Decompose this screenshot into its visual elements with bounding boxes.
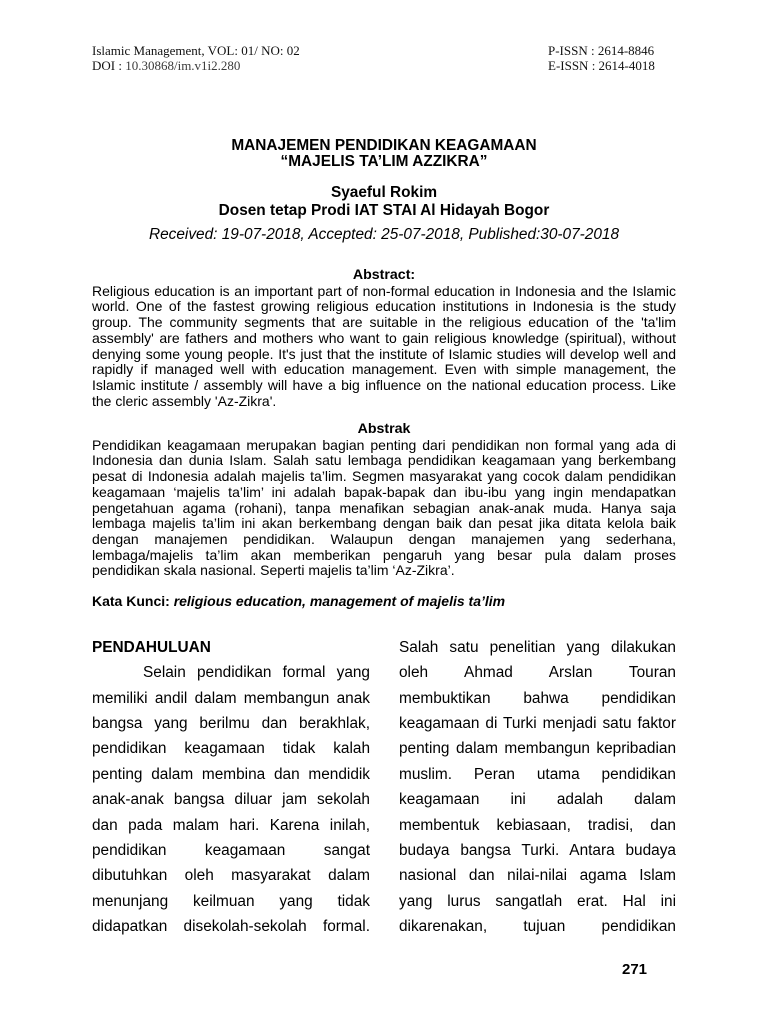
running-header-right xyxy=(548,43,655,73)
journal-issue: Islamic Management, VOL: 01/ NO: 02 xyxy=(92,43,300,58)
section-heading: PENDAHULUAN xyxy=(92,639,211,656)
left-column-line: didapatkan disekolah-sekolah formal. xyxy=(92,917,370,935)
print-issn: P-ISSN : 2614-8846 xyxy=(548,43,655,58)
left-column-line: penting dalam membina dan mendidik xyxy=(92,765,370,783)
running-header-left xyxy=(92,43,300,73)
abstract-english-line: Religious education is an important part of non-formal education in Indonesia and the Islamic xyxy=(92,282,676,299)
abstract-indonesian xyxy=(92,422,676,579)
body-right-column xyxy=(399,635,676,939)
abstract-indonesian-line: lembaga/majelis ta’lim akan memberikan pengaruh yang besar pula dalam proses xyxy=(92,546,676,563)
abstract-heading: Abstract: xyxy=(352,267,416,283)
paper-title xyxy=(0,138,768,170)
right-column-line: Salah satu penelitian yang dilakukan xyxy=(399,639,676,656)
abstract-indonesian-line: Pendidikan keagamaan merupakan bagian penting dari pendidikan non formal yang ada di xyxy=(92,436,676,453)
left-column-text xyxy=(92,660,370,939)
abstrak-heading: Abstrak xyxy=(357,421,411,437)
keywords xyxy=(92,593,505,609)
body-left-column xyxy=(92,635,370,939)
right-column-line: budaya bangsa Turki. Antara budaya xyxy=(399,841,676,859)
page-number: 271 xyxy=(622,961,648,978)
doi-label: DOI : xyxy=(92,58,122,73)
right-column-text xyxy=(399,635,676,939)
author-affiliation: Dosen tetap Prodi IAT STAI Al Hidayah Bogor xyxy=(218,202,550,219)
right-column-line: dikarenakan, tujuan pendidikan xyxy=(399,917,676,935)
left-column-line: pendidikan keagamaan sangat xyxy=(92,841,370,859)
electronic-issn: E-ISSN : 2614-4018 xyxy=(548,58,655,73)
publication-dates: Received: 19-07-2018, Accepted: 25-07-2018, Published:30-07-2018 xyxy=(148,226,620,243)
abstract-indonesian-line: pendidikan skala nasional. Seperti majelis ta’lim ‘Az-Zikra’. xyxy=(92,562,455,579)
right-column-line: membuktikan bahwa pendidikan xyxy=(399,689,676,707)
title-line-2: “MAJELIS TA’LIM AZZIKRA” xyxy=(280,153,488,170)
keywords-label: Kata Kunci: xyxy=(92,593,170,609)
doi-link[interactable]: 10.30868/im.v1i2.280 xyxy=(125,58,241,73)
left-column-line: dibutuhkan oleh masyarakat dalam xyxy=(92,867,370,885)
title-line-1: MANAJEMEN PENDIDIKAN KEAGAMAAN xyxy=(231,137,537,154)
abstract-indonesian-body xyxy=(92,438,676,579)
left-column-line: bangsa yang berilmu dan berakhlak, xyxy=(92,715,370,733)
abstract-indonesian-line: pesat di Indonesia adalah majelis ta’lim. Segmen masyarakat yang cocok dalam pendidikan xyxy=(92,468,676,485)
doi-line xyxy=(92,58,300,73)
left-column-line: Selain pendidikan formal yang xyxy=(143,664,370,682)
abstract-english-line: Islamic institute / assembly will have a big influence on the national education process. Like xyxy=(92,377,676,394)
right-column-line: keagamaan di Turki menjadi satu faktor xyxy=(399,715,676,733)
abstract-english-line: assembly' are fathers and mothers who want to gain religious knowledge (spiritual), without xyxy=(92,329,676,346)
author-block xyxy=(0,184,768,220)
right-column-line: nasional dan nilai-nilai agama Islam xyxy=(399,867,676,885)
right-column-line: muslim. Peran utama pendidikan xyxy=(399,765,676,783)
abstract-english-line: denying some young people. It's just that the institute of Islamic studies will develop well and xyxy=(92,345,676,362)
left-column-line: anak-anak bangsa diluar jam sekolah xyxy=(92,791,370,809)
right-column-line: yang lurus sangatlah erat. Hal ini xyxy=(399,892,676,910)
abstract-indonesian-line: pengetahuan agama (rohani), tanpa menafikan sebagian anak-anak muda. Hanya saja xyxy=(92,499,676,516)
author-name: Syaeful Rokim xyxy=(330,184,438,201)
keywords-text: religious education, management of majelis ta’lim xyxy=(173,593,506,609)
right-column-line: penting dalam membangun kepribadian xyxy=(399,740,676,758)
right-column-line: membentuk kebiasaan, tradisi, dan xyxy=(399,816,676,834)
abstract-indonesian-line: dengan manajemen pendidikan. Walaupun dengan manajemen yang sederhana, xyxy=(92,531,676,548)
abstract-english xyxy=(92,268,676,409)
left-column-line: dan pada malam hari. Karena inilah, xyxy=(92,816,370,834)
abstract-indonesian-line: Indonesia dan dunia Islam. Salah satu lembaga pendidikan keagamaan yang berkembang xyxy=(92,452,676,469)
abstract-indonesian-line: keagamaan ‘majelis ta’lim’ ini adalah bapak-bapak dan ibu-ibu yang ingin mendapatkan xyxy=(92,483,676,500)
abstract-english-line: world. One of the fastest growing religious education institutions in Indonesia is the study xyxy=(92,298,676,315)
left-column-line: pendidikan keagamaan tidak kalah xyxy=(92,740,370,758)
left-column-line: menunjang keilmuan yang tidak xyxy=(92,892,370,910)
right-column-line: oleh Ahmad Arslan Touran xyxy=(399,664,676,682)
abstract-indonesian-line: lembaga majelis ta’lim ini akan berkembang dengan baik dan pesat jika ditata kelola baik xyxy=(92,515,676,532)
abstract-english-body xyxy=(92,284,676,410)
left-column-line: memiliki andil dalam membangun anak xyxy=(92,689,370,707)
abstract-english-line: rapidly if managed well with education management. Even with simple management, the xyxy=(92,361,676,378)
abstract-english-line: group. The community segments that are suitable in the religious education of the 'ta'lim xyxy=(92,314,676,331)
abstract-english-line: the cleric assembly 'Az-Zikra'. xyxy=(92,392,277,409)
right-column-line: keagamaan ini adalah dalam xyxy=(399,791,676,809)
